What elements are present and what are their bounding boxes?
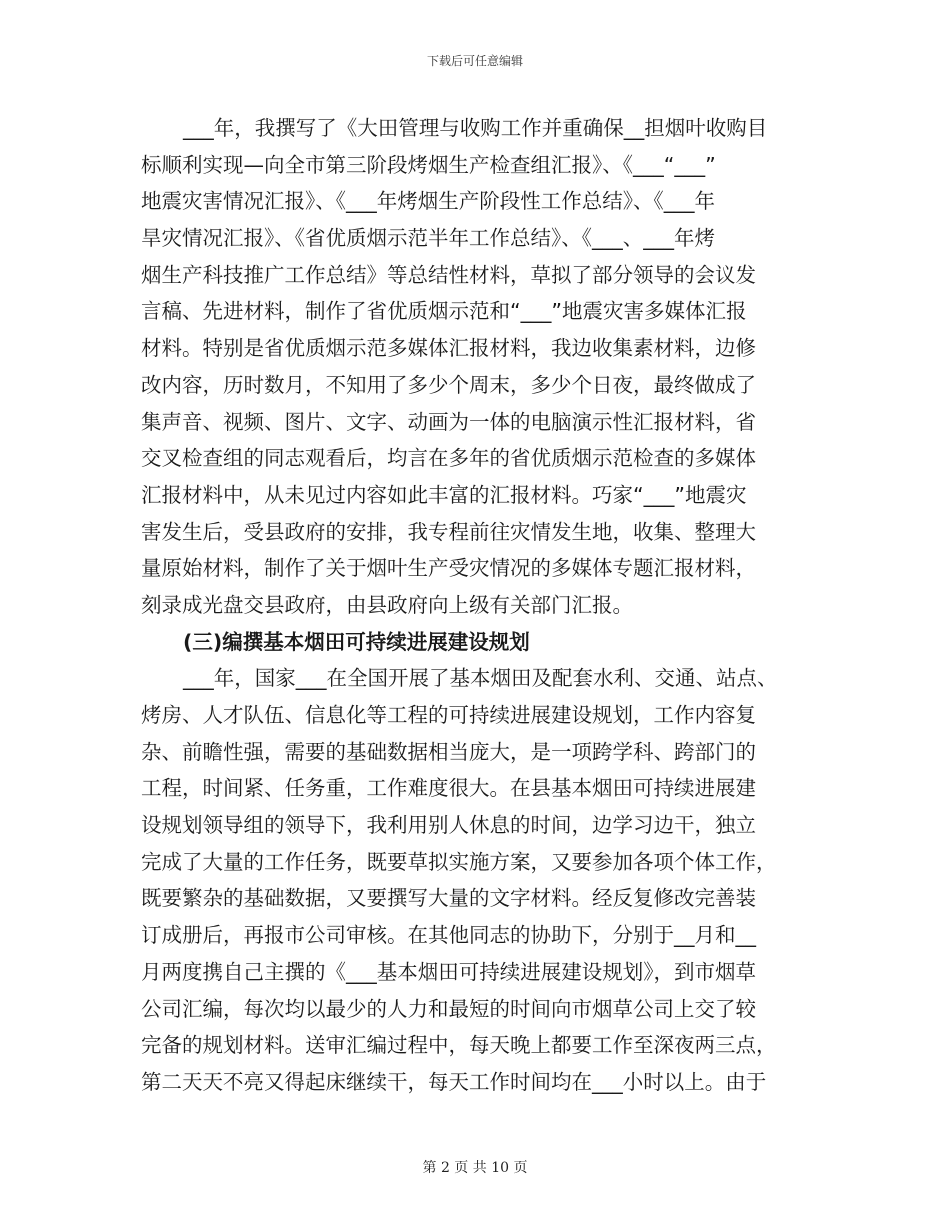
text-line: 完成了大量的工作任务，既要草拟实施方案，又要参加各项个体工作， bbox=[141, 849, 777, 874]
text-line: 完备的规划材料。送审汇编过程中，每天晚上都要工作至深夜两三点， bbox=[141, 1033, 777, 1058]
text-line: 害发生后，受县政府的安排，我专程前往灾情发生地，收集、整理大 bbox=[141, 519, 756, 544]
text-line: 集声音、视频、图片、文字、动画为一体的电脑演示性汇报材料，省 bbox=[141, 409, 756, 434]
text-line: 量原始材料，制作了关于烟叶生产受灾情况的多媒体专题汇报材料， bbox=[141, 556, 756, 581]
section-heading: (三)编撰基本烟田可持续进展建设规划 bbox=[183, 629, 530, 654]
text-line: 汇报材料中，从未见过内容如此丰富的汇报材料。巧家“___”地震灾 bbox=[141, 482, 747, 507]
text-line: 既要繁杂的基础数据，又要撰写大量的文字材料。经反复修改完善装 bbox=[141, 886, 756, 911]
text-line: 地震灾害情况汇报》、《___年烤烟生产阶段性工作总结》、《___年 bbox=[141, 189, 715, 214]
page-footer: 第 2 页 共 10 页 bbox=[422, 1160, 528, 1176]
text-line: 标顺利实现—向全市第三阶段烤烟生产检查组汇报》、《___“___” bbox=[141, 152, 716, 177]
document-body bbox=[141, 110, 813, 1101]
text-line: 工程，时间紧、任务重，工作难度很大。在县基本烟田可持续进展建 bbox=[141, 776, 756, 801]
text-line: 旱灾情况汇报》、《省优质烟示范半年工作总结》、《___、___年烤 bbox=[141, 226, 715, 251]
text-line: ___年，我撰写了《大田管理与收购工作并重确保__担烟叶收购目 bbox=[183, 116, 768, 140]
text-line: 材料。特别是省优质烟示范多媒体汇报材料，我边收集素材料，边修 bbox=[141, 336, 756, 361]
text-line: 订成册后，再报市公司审核。在其他同志的协助下，分别于__月和__ bbox=[141, 923, 756, 948]
page-header: 下载后可任意编辑 bbox=[426, 54, 523, 68]
text-line: 设规划领导组的领导下，我利用别人休息的时间，边学习边干，独立 bbox=[141, 813, 756, 838]
text-line: 杂、前瞻性强，需要的基础数据相当庞大，是一项跨学科、跨部门的 bbox=[141, 739, 756, 764]
text-line: 交叉检查组的同志观看后，均言在多年的省优质烟示范检查的多媒体 bbox=[141, 446, 756, 471]
text-line: 烟生产科技推广工作总结》等总结性材料，草拟了部分领导的会议发 bbox=[141, 262, 756, 287]
text-line: 言稿、先进材料，制作了省优质烟示范和“___”地震灾害多媒体汇报 bbox=[141, 299, 747, 324]
paragraph-1 bbox=[141, 110, 813, 624]
text-line: 月两度携自己主撰的《___基本烟田可持续进展建设规划》，到市烟草 bbox=[141, 959, 756, 984]
section-3 bbox=[141, 624, 813, 661]
text-line: 公司汇编，每次均以最少的人力和最短的时间向市烟草公司上交了较 bbox=[141, 996, 756, 1021]
text-line: 烤房、人才队伍、信息化等工程的可持续进展建设规划，工作内容复 bbox=[141, 703, 756, 727]
paragraph-2 bbox=[141, 660, 813, 1100]
text-line: ___年，国家___在全国开展了基本烟田及配套水利、交通、站点、 bbox=[183, 666, 778, 691]
text-line: 改内容，历时数月，不知用了多少个周末，多少个日夜，最终做成了 bbox=[141, 372, 756, 397]
text-line: 刻录成光盘交县政府，由县政府向上级有关部门汇报。 bbox=[141, 592, 633, 617]
text-line: 第二天天不亮又得起床继续干，每天工作时间均在___小时以上。由于 bbox=[141, 1069, 767, 1094]
